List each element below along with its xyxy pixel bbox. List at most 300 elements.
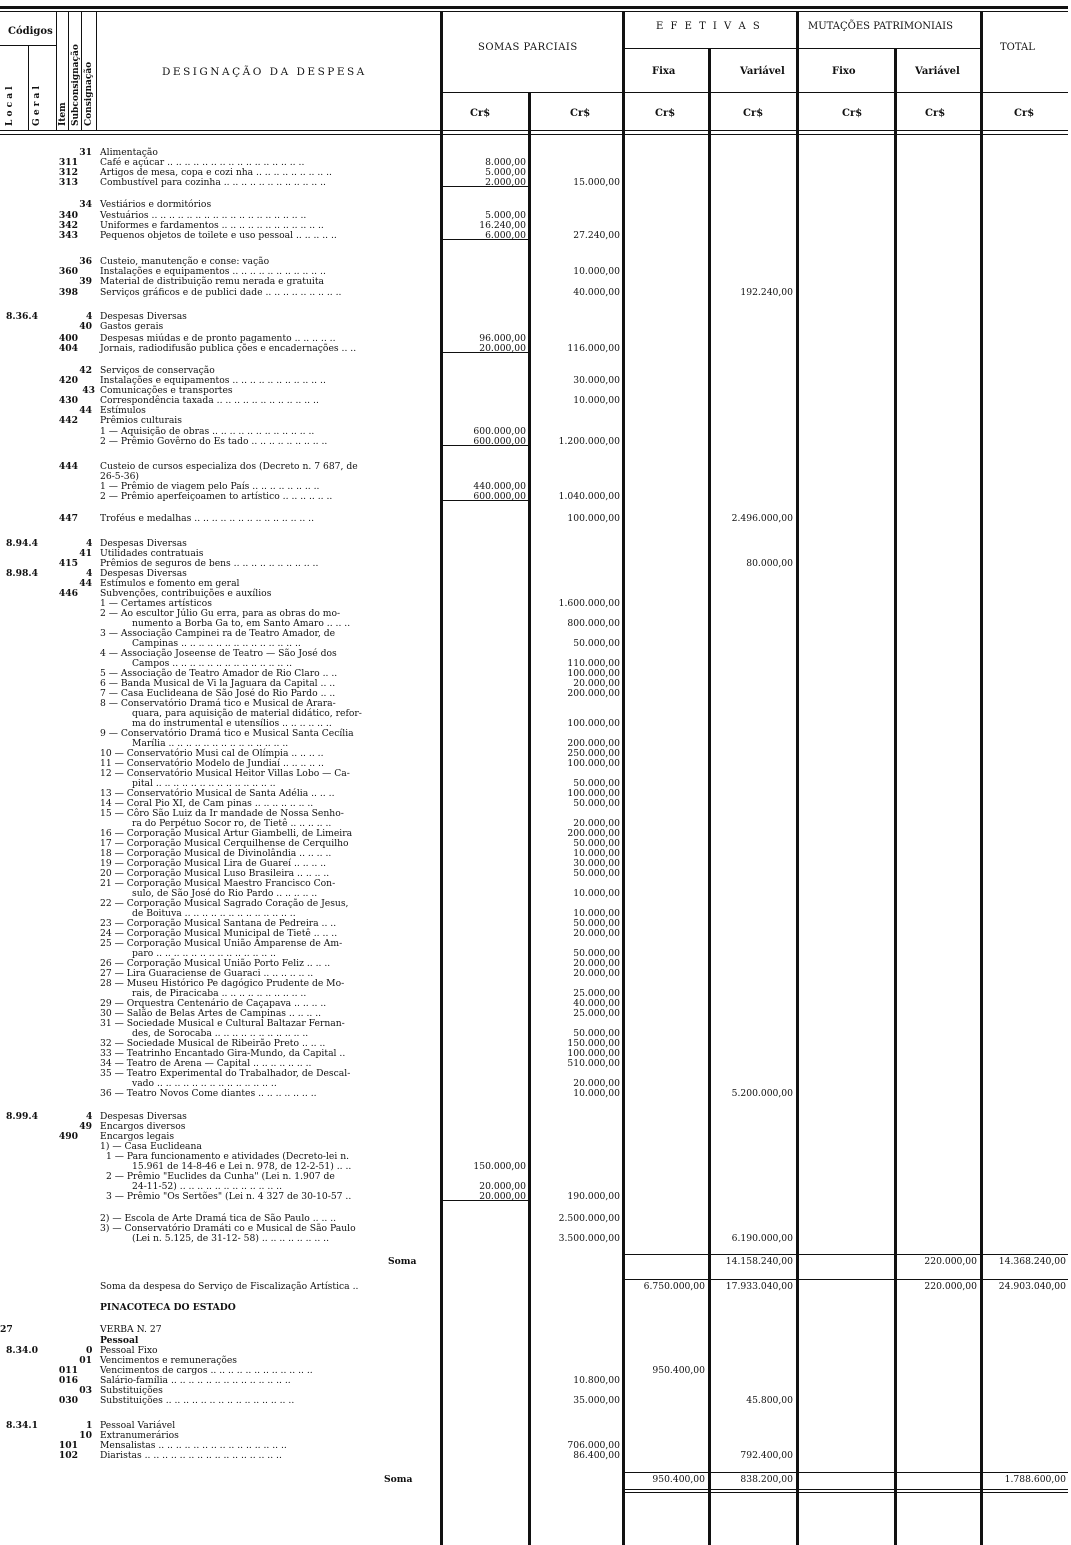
header-designacao: DESIGNAÇÃO DA DESPESA xyxy=(162,66,367,78)
amount-c2: 50.000,00 xyxy=(573,918,620,929)
header-mutacoes: MUTAÇÕES PATRIMONIAIS xyxy=(808,21,953,32)
item-code: 011 xyxy=(58,1365,78,1376)
item-code: 430 xyxy=(58,395,78,406)
designacao-text: Vestiários e dormitórios xyxy=(100,199,212,210)
col-rule-variavel xyxy=(708,48,711,1545)
amount-c2: 10.000,00 xyxy=(573,848,620,859)
designacao-text: 1) — Casa Euclideana xyxy=(100,1141,202,1152)
designacao-text: Pessoal Variável xyxy=(100,1420,176,1431)
designacao-text: 25 — Corporação Musical União Amparense de Am- xyxy=(100,938,343,949)
item-code: 490 xyxy=(58,1131,78,1142)
designacao-text: 6 — Banda Musical de Vi la Jaguara da Capital .. .. xyxy=(100,678,336,689)
header-efetivas: E F E T I V A S xyxy=(656,21,762,32)
designacao-text: Substituições xyxy=(100,1385,163,1396)
designacao-text: 2 — Prêmio Govêrno do Es tado .. .. .. .. .. .. .. .. .. xyxy=(100,436,328,447)
item-code: 404 xyxy=(58,343,78,354)
designacao-text: Despesas miúdas e de pronto pagamento .. .. .. .. .. xyxy=(100,333,336,344)
item-code: 102 xyxy=(58,1450,78,1461)
amount-c2: 510.000,00 xyxy=(567,1058,620,1069)
designacao-text: 18 — Corporação Musical de Divinolândia .. .. .. .. xyxy=(100,848,332,859)
designacao-text: Vencimentos de cargos .. .. .. .. .. .. .. .. .. .. .. .. xyxy=(100,1365,313,1376)
designacao-text: 28 — Museu Histórico Pe dagógico Prudente de Mo- xyxy=(100,978,345,989)
amount-c3: 950.400,00 xyxy=(652,1365,705,1376)
designacao-text: des, de Sorocaba .. .. .. .. .. .. .. .. .. .. .. xyxy=(132,1028,309,1039)
designacao-text: Prêmios culturais xyxy=(100,415,182,426)
item-code: 340 xyxy=(58,210,78,221)
designacao-text: 21 — Corporação Musical Maestro Francisco Con- xyxy=(100,878,336,889)
total-c7: 14.368.240,00 xyxy=(998,1256,1066,1267)
col-rule-somas xyxy=(440,11,443,1545)
amount-c2: 1.200.000,00 xyxy=(558,436,620,447)
final-rule xyxy=(622,1489,1068,1490)
item-code: 42 xyxy=(79,365,92,376)
local-code: 8.34.0 xyxy=(6,1345,38,1356)
designacao-text: 1 — Para funcionamento e atividades (Decreto-lei n. xyxy=(106,1151,350,1162)
amount-c2: 706.000,00 xyxy=(567,1440,620,1451)
designacao-text: 33 — Teatrinho Encantado Gira-Mundo, da Capital .. xyxy=(100,1048,346,1059)
designacao-text: pital .. .. .. .. .. .. .. .. .. .. .. .. .. .. xyxy=(132,778,276,789)
designacao-text: 2 — Prêmio aperfeiçoamen to artístico .. .. .. .. .. .. xyxy=(100,491,333,502)
designacao-text: (Lei n. 5.125, de 31-12- 58) .. .. .. .. .. .. .. .. xyxy=(132,1233,329,1244)
subheader-rule xyxy=(440,92,1068,93)
amount-c2: 50.000,00 xyxy=(573,948,620,959)
item-code: 342 xyxy=(58,220,78,231)
amount-c1: 5.000,00 xyxy=(485,167,526,178)
total-c4: 14.158.240,00 xyxy=(725,1256,793,1267)
currency-col7: Cr$ xyxy=(1014,108,1035,119)
amount-c4: 192.240,00 xyxy=(740,287,793,298)
col-rule-geral xyxy=(28,45,29,131)
amount-c2: 27.240,00 xyxy=(573,230,620,241)
designacao-text: sulo, de São José do Rio Pardo .. .. .. .. .. xyxy=(132,888,318,899)
header-somas-parciais: SOMAS PARCIAIS xyxy=(478,42,578,53)
designacao-text: 1 — Prêmio de viagem pelo País .. .. .. .. .. .. .. .. xyxy=(100,481,320,492)
amount-c2: 100.000,00 xyxy=(567,1048,620,1059)
amount-c2: 20.000,00 xyxy=(573,1078,620,1089)
designacao-text: 4 — Associação Joseense de Teatro — São José dos xyxy=(100,648,337,659)
amount-c2: 1.040.000,00 xyxy=(558,491,620,502)
item-code: 44 xyxy=(79,405,92,416)
amount-c2: 100.000,00 xyxy=(567,718,620,729)
designacao-text: 12 — Conservatório Musical Heitor Villas Lobo — Ca- xyxy=(100,768,350,779)
total-c3: 6.750.000,00 xyxy=(643,1281,705,1292)
header-local: L o c a l xyxy=(5,86,15,126)
total-c4: 17.933.040,00 xyxy=(725,1281,793,1292)
item-code: 420 xyxy=(58,375,78,386)
amount-c2: 50.000,00 xyxy=(573,838,620,849)
amount-c2: 200.000,00 xyxy=(567,738,620,749)
designacao-text: Despesas Diversas xyxy=(100,311,187,322)
amount-c2: 50.000,00 xyxy=(573,868,620,879)
total-c6: 220.000,00 xyxy=(924,1256,977,1267)
designacao-text: Campinas .. .. .. .. .. .. .. .. .. .. .. .. .. .. xyxy=(132,638,301,649)
local-code: 8.94.4 xyxy=(6,538,38,549)
designacao-text: 1 — Aquisição de obras .. .. .. .. .. .. .. .. .. .. .. .. xyxy=(100,426,315,437)
designacao-text: 3 — Associação Campinei ra de Teatro Amador, de xyxy=(100,628,336,639)
amount-c2: 10.000,00 xyxy=(573,266,620,277)
amount-c1: 2.000,00 xyxy=(485,177,526,188)
currency-col6: Cr$ xyxy=(925,108,946,119)
item-code: 446 xyxy=(58,588,78,599)
top-rule-2 xyxy=(0,11,1068,12)
item-code: 34 xyxy=(79,199,92,210)
amount-c2: 20.000,00 xyxy=(573,678,620,689)
amount-c1: 96.000,00 xyxy=(479,333,526,344)
designacao-text: Campos .. .. .. .. .. .. .. .. .. .. .. .. .. .. xyxy=(132,658,293,669)
designacao-text: Vestuários .. .. .. .. .. .. .. .. .. .. .. .. .. .. .. .. .. .. xyxy=(100,210,307,221)
item-code: 444 xyxy=(58,461,78,472)
amount-c2: 50.000,00 xyxy=(573,798,620,809)
designacao-text: Encargos legais xyxy=(100,1131,175,1142)
designacao-text: Salário-família .. .. .. .. .. .. .. .. .. .. .. .. .. .. xyxy=(100,1375,291,1386)
amount-c1: 150.000,00 xyxy=(473,1161,526,1172)
designacao-text: Instalações e equipamentos .. .. .. .. .. .. .. .. .. .. .. xyxy=(100,266,326,277)
final-rule xyxy=(622,1492,1068,1493)
currency-col1: Cr$ xyxy=(470,108,491,119)
header-fixo: Fixo xyxy=(832,66,856,77)
designacao-text: Substituições .. .. .. .. .. .. .. .. .. .. .. .. .. .. .. xyxy=(100,1395,295,1406)
designacao-text: 29 — Orquestra Centenário de Caçapava .. .. .. .. xyxy=(100,998,327,1009)
local-code: 8.34.1 xyxy=(6,1420,38,1431)
designacao-text: 2) — Escola de Arte Dramá tica de São Paulo .. .. .. xyxy=(100,1213,337,1224)
designacao-text: 14 — Coral Pio XI, de Cam pinas .. .. .. .. .. .. .. xyxy=(100,798,314,809)
designacao-text: Utilidades contratuais xyxy=(100,548,204,559)
item-code: 343 xyxy=(58,230,78,241)
amount-c2: 100.000,00 xyxy=(567,668,620,679)
designacao-text: 30 — Salão de Belas Artes de Campinas .. .. .. .. xyxy=(100,1008,322,1019)
designacao-text: Combustível para cozinha .. .. .. .. .. .. .. .. .. .. .. .. xyxy=(100,177,326,188)
designacao-text: 34 — Teatro de Arena — Capital .. .. .. .. .. .. .. xyxy=(100,1058,312,1069)
designacao-text: 1 — Certames artísticos xyxy=(100,598,212,609)
final-c4: 838.200,00 xyxy=(740,1474,793,1485)
designacao-text: 36 — Teatro Novos Come diantes .. .. .. .. .. .. .. xyxy=(100,1088,317,1099)
designacao-text: ma do instrumental e utensílios .. .. .. .. .. .. xyxy=(132,718,332,729)
item-code: 44 xyxy=(79,578,92,589)
amount-c2: 10.000,00 xyxy=(573,908,620,919)
amount-c4: 45.800,00 xyxy=(746,1395,793,1406)
amount-c2: 86.400,00 xyxy=(573,1450,620,1461)
amount-c2: 100.000,00 xyxy=(567,788,620,799)
header-variavel: Variável xyxy=(740,66,785,77)
final-soma-label: Soma xyxy=(384,1474,413,1485)
local-code: 8.99.4 xyxy=(6,1111,38,1122)
consignacao-code: 4 xyxy=(86,568,93,579)
item-code: 10 xyxy=(79,1430,92,1441)
amount-c1: 600.000,00 xyxy=(473,426,526,437)
total-c7: 24.903.040,00 xyxy=(998,1281,1066,1292)
designacao-text: Estímulos e fomento em geral xyxy=(100,578,240,589)
item-code: 40 xyxy=(79,321,92,332)
item-code: 360 xyxy=(58,266,78,277)
header-item: Item xyxy=(58,102,68,126)
designacao-text: 24-11-52) .. .. .. .. .. .. .. .. .. .. .. .. xyxy=(132,1181,283,1192)
designacao-text: 13 — Conservatório Musical de Santa Adélia .. .. .. xyxy=(100,788,335,799)
amount-c2: 110.000,00 xyxy=(567,658,620,669)
subtotal-rule xyxy=(442,352,528,353)
amount-c2: 800.000,00 xyxy=(567,618,620,629)
designacao-text: 10 — Conservatório Musi cal de Olímpia .. .. .. .. xyxy=(100,748,324,759)
item-code: 400 xyxy=(58,333,78,344)
designacao-text: Marília .. .. .. .. .. .. .. .. .. .. .. .. .. .. xyxy=(132,738,289,749)
designacao-text: 23 — Corporação Musical Santana de Pedreira .. .. xyxy=(100,918,337,929)
amount-c2: 190.000,00 xyxy=(567,1191,620,1202)
amount-c2: 10.000,00 xyxy=(573,395,620,406)
item-code: 313 xyxy=(58,177,78,188)
amount-c2: 20.000,00 xyxy=(573,958,620,969)
designacao-text: 2 — Prêmio "Euclides da Cunha" (Lei n. 1.907 de xyxy=(106,1171,335,1182)
amount-c1: 20.000,00 xyxy=(479,1181,526,1192)
amount-c4: 792.400,00 xyxy=(740,1450,793,1461)
subtotal-rule xyxy=(442,1200,528,1201)
designacao-text: 7 — Casa Euclideana de São José do Rio Pardo .. .. xyxy=(100,688,336,699)
designacao-text: Jornais, radiodifusão publica ções e encadernações .. .. xyxy=(100,343,357,354)
amount-c2: 50.000,00 xyxy=(573,1028,620,1039)
col-rule-fixo xyxy=(796,11,799,1545)
amount-c4: 6.190.000,00 xyxy=(731,1233,793,1244)
designacao-text: vado .. .. .. .. .. .. .. .. .. .. .. .. .. .. xyxy=(132,1078,277,1089)
top-rule xyxy=(0,6,1068,9)
amount-c1: 8.000,00 xyxy=(485,157,526,168)
designacao-text: Extranumerários xyxy=(100,1430,179,1441)
currency-col4: Cr$ xyxy=(743,108,764,119)
designacao-text: de Boituva .. .. .. .. .. .. .. .. .. .. .. .. .. xyxy=(132,908,296,919)
designacao-text: Diaristas .. .. .. .. .. .. .. .. .. .. .. .. .. .. .. .. xyxy=(100,1450,282,1461)
designacao-text: numento a Borba Ga to, em Santo Amaro .. .. .. xyxy=(132,618,351,629)
col-rule-variavel2 xyxy=(894,48,897,1545)
designacao-text: Serviços de conservação xyxy=(100,365,215,376)
consignacao-code: 1 xyxy=(86,1420,93,1431)
designacao-text: Artigos de mesa, copa e cozi nha .. .. .. .. .. .. .. .. .. xyxy=(100,167,332,178)
total-rule xyxy=(622,1254,1068,1255)
designacao-text: Encargos diversos xyxy=(100,1121,186,1132)
soma-total-label: Soma da despesa do Serviço de Fiscalização Artística .. xyxy=(100,1281,359,1292)
consignacao-code: 4 xyxy=(86,1111,93,1122)
amount-c2: 40.000,00 xyxy=(573,998,620,1009)
designacao-text: Despesas Diversas xyxy=(100,568,187,579)
amount-c2: 10.800,00 xyxy=(573,1375,620,1386)
consignacao-code: 0 xyxy=(86,1345,93,1356)
designacao-text: Alimentação xyxy=(100,147,158,158)
designacao-text: Pequenos objetos de toilete e uso pessoal .. .. .. .. .. xyxy=(100,230,337,241)
item-code: 398 xyxy=(58,287,78,298)
item-code: 442 xyxy=(58,415,78,426)
designacao-text: Uniformes e fardamentos .. .. .. .. .. .. .. .. .. .. .. .. xyxy=(100,220,324,231)
subtotal-rule xyxy=(442,445,528,446)
designacao-text: 15 — Côro São Luiz da Ir mandade de Nossa Senho- xyxy=(100,808,344,819)
item-code: 312 xyxy=(58,167,78,178)
subtotal-rule xyxy=(442,239,528,240)
header-bottom-rule xyxy=(0,130,1068,131)
amount-c1: 16.240,00 xyxy=(479,220,526,231)
verba-number: 27 xyxy=(0,1324,13,1335)
col-rule-total xyxy=(980,11,983,1545)
amount-c2: 200.000,00 xyxy=(567,688,620,699)
item-code: 41 xyxy=(79,548,92,559)
item-code: 31 xyxy=(79,147,92,158)
currency-col5: Cr$ xyxy=(842,108,863,119)
col-rule-sub xyxy=(68,11,69,131)
designacao-text: 9 — Conservatório Dramá tico e Musical Santa Cecília xyxy=(100,728,354,739)
soma-label: Soma xyxy=(388,1256,417,1267)
amount-c2: 20.000,00 xyxy=(573,818,620,829)
efetivas-rule xyxy=(622,48,980,49)
item-code: 39 xyxy=(79,276,92,287)
designacao-text: 20 — Corporação Musical Luso Brasileira .. .. .. .. xyxy=(100,868,330,879)
designacao-text: 5 — Associação de Teatro Amador de Rio Claro .. .. xyxy=(100,668,338,679)
designacao-text: 8 — Conservatório Dramá tico e Musical de Arara- xyxy=(100,698,336,709)
amount-c2: 3.500.000,00 xyxy=(558,1233,620,1244)
amount-c2: 116.000,00 xyxy=(567,343,620,354)
designacao-text: 27 — Lira Guaraciense de Guaraci .. .. .. .. .. .. xyxy=(100,968,314,979)
designacao-text: ra do Perpétuo Socor ro, de Tietê .. .. .. .. .. xyxy=(132,818,332,829)
designacao-text: 2 — Ao escultor Júlio Gu erra, para as obras do mo- xyxy=(100,608,341,619)
final-c7: 1.788.600,00 xyxy=(1004,1474,1066,1485)
designacao-text: Mensalistas .. .. .. .. .. .. .. .. .. .. .. .. .. .. .. xyxy=(100,1440,287,1451)
amount-c2: 40.000,00 xyxy=(573,287,620,298)
amount-c2: 10.000,00 xyxy=(573,1088,620,1099)
designacao-text: Correspondência taxada .. .. .. .. .. .. .. .. .. .. .. .. xyxy=(100,395,319,406)
final-rule xyxy=(622,1472,1068,1473)
designacao-text: Comunicações e transportes xyxy=(100,385,233,396)
amount-c1: 440.000,00 xyxy=(473,481,526,492)
amount-c1: 20.000,00 xyxy=(479,1191,526,1202)
amount-c2: 10.000,00 xyxy=(573,888,620,899)
header-bottom-rule-2 xyxy=(0,134,1068,135)
amount-c2: 2.500.000,00 xyxy=(558,1213,620,1224)
currency-col2: Cr$ xyxy=(570,108,591,119)
amount-c1: 20.000,00 xyxy=(479,343,526,354)
amount-c2: 200.000,00 xyxy=(567,828,620,839)
consignacao-code: 4 xyxy=(86,311,93,322)
designacao-text: 24 — Corporação Musical Municipal de Tietê .. .. .. xyxy=(100,928,338,939)
amount-c4: 80.000,00 xyxy=(746,558,793,569)
designacao-text: Troféus e medalhas .. .. .. .. .. .. .. .. .. .. .. .. .. .. xyxy=(100,513,315,524)
designacao-text: Vencimentos e remunerações xyxy=(100,1355,238,1366)
designacao-text: paro .. .. .. .. .. .. .. .. .. .. .. .. .. .. xyxy=(132,948,276,959)
total-c6: 220.000,00 xyxy=(924,1281,977,1292)
designacao-text: Prêmios de seguros de bens .. .. .. .. .. .. .. .. .. .. xyxy=(100,558,319,569)
section-title: PINACOTECA DO ESTADO xyxy=(100,1302,236,1313)
amount-c2: 100.000,00 xyxy=(567,758,620,769)
amount-c2: 250.000,00 xyxy=(567,748,620,759)
amount-c2: 150.000,00 xyxy=(567,1038,620,1049)
designacao-text: Gastos gerais xyxy=(100,321,164,332)
header-total: TOTAL xyxy=(1000,42,1035,53)
final-c3: 950.400,00 xyxy=(652,1474,705,1485)
designacao-text: Estímulos xyxy=(100,405,146,416)
amount-c2: 1.600.000,00 xyxy=(558,598,620,609)
amount-c2: 50.000,00 xyxy=(573,638,620,649)
item-code: 43 xyxy=(82,385,95,396)
amount-c2: 20.000,00 xyxy=(573,968,620,979)
item-code: 03 xyxy=(79,1385,92,1396)
amount-c2: 25.000,00 xyxy=(573,1008,620,1019)
designacao-text: 17 — Corporação Musical Cerquilhense de Cerquilho xyxy=(100,838,349,849)
col-rule-item xyxy=(56,11,57,131)
designacao-text: 26-5-36) xyxy=(100,471,140,482)
designacao-text: 26 — Corporação Musical União Porto Feliz .. .. .. xyxy=(100,958,331,969)
designacao-text: Pessoal Fixo xyxy=(100,1345,158,1356)
designacao-text: Pessoal xyxy=(100,1335,139,1346)
designacao-text: 32 — Sociedade Musical de Ribeirão Preto .. .. .. xyxy=(100,1038,326,1049)
header-codigos: Códigos xyxy=(8,26,53,37)
item-code: 01 xyxy=(79,1355,92,1366)
designacao-text: 31 — Sociedade Musical e Cultural Baltazar Fernan- xyxy=(100,1018,345,1029)
total-rule xyxy=(622,1279,1068,1280)
consignacao-code: 4 xyxy=(86,538,93,549)
designacao-text: Custeio de cursos especializa dos (Decreto n. 7 687, de xyxy=(100,461,358,472)
header-fixa: Fixa xyxy=(652,66,676,77)
designacao-text: rais, de Piracicaba .. .. .. .. .. .. .. .. .. .. xyxy=(132,988,307,999)
item-code: 311 xyxy=(58,157,78,168)
amount-c2: 30.000,00 xyxy=(573,375,620,386)
amount-c2: 25.000,00 xyxy=(573,988,620,999)
item-code: 016 xyxy=(58,1375,78,1386)
local-code: 8.36.4 xyxy=(6,311,38,322)
designacao-text: Material de distribuição remu nerada e gratuita xyxy=(100,276,324,287)
designacao-text: Despesas Diversas xyxy=(100,538,187,549)
item-code: 447 xyxy=(58,513,78,524)
item-code: 101 xyxy=(58,1440,78,1451)
col-rule-parciais xyxy=(528,92,531,1545)
designacao-text: VERBA N. 27 xyxy=(100,1324,162,1335)
designacao-text: Despesas Diversas xyxy=(100,1111,187,1122)
designacao-text: 19 — Corporação Musical Lira de Guareí .. .. .. .. xyxy=(100,858,327,869)
item-code: 415 xyxy=(58,558,78,569)
header-consignacao: Consignação xyxy=(84,61,94,126)
item-code: 030 xyxy=(58,1395,78,1406)
col-rule-cons xyxy=(81,11,82,131)
amount-c4: 2.496.000,00 xyxy=(731,513,793,524)
designacao-text: quara, para aquisição de material didático, refor- xyxy=(132,708,362,719)
col-rule-desig xyxy=(96,11,97,131)
designacao-text: 15.961 de 14-8-46 e Lei n. 978, de 12-2-51) .. .. xyxy=(132,1161,352,1172)
header-subconsignacao: Subconsignação xyxy=(71,44,81,126)
subtotal-rule xyxy=(442,186,528,187)
col-rule-fixa xyxy=(622,11,625,1545)
amount-c2: 100.000,00 xyxy=(567,513,620,524)
local-code: 8.98.4 xyxy=(6,568,38,579)
currency-col3: Cr$ xyxy=(655,108,676,119)
designacao-text: 22 — Corporação Musical Sagrado Coração de Jesus, xyxy=(100,898,349,909)
designacao-text: Subvenções, contribuições e auxílios xyxy=(100,588,272,599)
designacao-text: Instalações e equipamentos .. .. .. .. .. .. .. .. .. .. .. xyxy=(100,375,326,386)
amount-c4: 5.200.000,00 xyxy=(731,1088,793,1099)
designacao-text: Custeio, manutenção e conse: vação xyxy=(100,256,270,267)
designacao-text: 3 — Prêmio "Os Sertões" (Lei n. 4 327 de 30-10-57 .. xyxy=(106,1191,352,1202)
amount-c1: 6.000,00 xyxy=(485,230,526,241)
header-geral: G e r a l xyxy=(32,86,42,126)
amount-c1: 5.000,00 xyxy=(485,210,526,221)
subtotal-rule xyxy=(442,500,528,501)
designacao-text: 16 — Corporação Musical Artur Giambelli, de Limeira xyxy=(100,828,353,839)
amount-c2: 20.000,00 xyxy=(573,928,620,939)
amount-c2: 15.000,00 xyxy=(573,177,620,188)
designacao-text: Serviços gráficos e de publici dade .. .. .. .. .. .. .. .. .. xyxy=(100,287,342,298)
amount-c2: 35.000,00 xyxy=(573,1395,620,1406)
amount-c2: 50.000,00 xyxy=(573,778,620,789)
amount-c1: 600.000,00 xyxy=(473,491,526,502)
amount-c1: 600.000,00 xyxy=(473,436,526,447)
amount-c2: 30.000,00 xyxy=(573,858,620,869)
designacao-text: 35 — Teatro Experimental do Trabalhador, de Descal- xyxy=(100,1068,351,1079)
item-code: 49 xyxy=(79,1121,92,1132)
designacao-text: 3) — Conservatório Dramáti co e Musical de São Paulo xyxy=(100,1223,356,1234)
item-code: 36 xyxy=(79,256,92,267)
designacao-text: Café e açúcar .. .. .. .. .. .. .. .. .. .. .. .. .. .. .. .. xyxy=(100,157,305,168)
header-variavel-2: Variável xyxy=(915,66,960,77)
designacao-text: 11 — Conservatório Modelo de Jundiaí .. .. .. .. .. xyxy=(100,758,324,769)
